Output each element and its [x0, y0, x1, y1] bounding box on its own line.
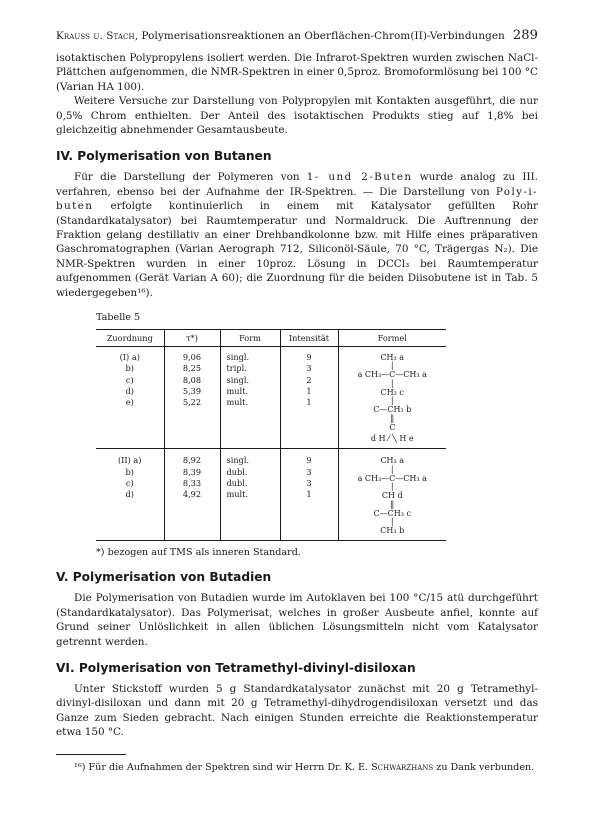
section-6-heading: VI. Polymerisation von Tetramethyl-divinyl-disiloxan [56, 660, 416, 675]
page [56, 28, 538, 774]
cell-value: 9 [306, 455, 312, 466]
table-5 [96, 312, 446, 558]
cell-value: singl. [226, 352, 250, 363]
formula-line: CH₃ a [380, 456, 405, 466]
nmr-table [96, 329, 446, 541]
cell-value: dubl. [226, 477, 248, 488]
cell-value: 3 [306, 477, 312, 488]
formula-line: ‖ [390, 499, 395, 509]
cell-value: 4,92 [182, 488, 202, 499]
cell-value: 1 [306, 396, 312, 407]
page-number: 289 [512, 28, 538, 43]
paragraph-weitere-versuche: Weitere Versuche zur Darstellung von Polypropylen mit Kontakten ausgeführt, die nur 0,5% Chrom enthielten. Der Anteil des isotaktischen Produkts stieg auf 1,8% bei gleichzeitig abnehmender Gesamtausbeute. [56, 95, 538, 137]
th-intensitaet: Intensität [280, 330, 338, 347]
cell-value: (II) a) [117, 455, 142, 466]
formula-line: | [390, 517, 394, 527]
formula-line: | [390, 361, 394, 371]
formula-cell [338, 347, 446, 449]
formula-line: ‖ [390, 413, 395, 423]
formula-line: | [390, 395, 394, 405]
footnote-text-b: zu Dank verbunden. [433, 761, 535, 773]
cell-value: 8,25 [182, 363, 202, 374]
formula-line: C [389, 422, 396, 432]
cell-value: 8,33 [182, 477, 202, 488]
cell-value: 3 [306, 466, 312, 477]
section-5-heading: V. Polymerisation von Butadien [56, 570, 272, 585]
s4-text-c: erfolgte kontinuierlich in einem mit Katalysator gefüllten Rohr (Standardkatalysator) bei Raumtemperatur und Normaldruck. Die Auftrennung der Fraktion gelang destillativ an einer Drehbandkolonne bzw. mit Hilfe eines präparativen Gaschromatographen (Varian Aerograph 712, Siliconöl-Säule, 70 °C, Trägergas N₂). Die NMR-Spektren wurden in einer 10proz. Lösung in DCCl₃ bei Raumtemperatur aufgenommen (Gerät Varian A 60); die Zuordnung für die beiden Diisobutene ist in Tab. 5 wiedergegeben¹⁶). [56, 200, 538, 299]
cell-value: c) [125, 477, 134, 488]
cell-value: 3 [306, 363, 312, 374]
formula-line: | [390, 464, 394, 474]
cell-value: 1 [306, 385, 312, 396]
tau-cell [164, 347, 220, 449]
cell-value: b) [125, 363, 134, 374]
cell-value: e) [125, 396, 134, 407]
section-4-paragraph [56, 170, 538, 300]
formula-line: | [390, 481, 394, 491]
formula-line: d H ⁄ ╲ H e [370, 434, 414, 444]
th-form: Form [220, 330, 280, 347]
cell-value: tripl. [226, 363, 247, 374]
th-zuordnung: Zuordnung [96, 330, 164, 347]
cell-value: 2 [306, 374, 312, 385]
form-cell [220, 449, 280, 541]
form-cell [220, 347, 280, 449]
s4-text-a: Für die Darstellung der Polymeren von [74, 171, 307, 184]
formula-line: CH₃ b [380, 526, 405, 536]
cell-value: 8,08 [182, 374, 202, 385]
paragraph-intro: isotaktischen Polypropylens isoliert werden. Die Infrarot-Spektren wurden zwischen NaCl-Plättchen aufgenommen, die NMR-Spektren in einer 0,5proz. Bromoformlösung bei 100 °C (Varian HA 100). [56, 52, 538, 93]
footnote-text-a: ¹⁶) Für die Aufnahmen der Spektren sind wir Herrn Dr. K. E. [74, 761, 372, 773]
cell-value: 8,39 [182, 466, 202, 477]
cell-value: 9 [306, 352, 312, 363]
zuordnung-cell [96, 347, 164, 449]
s4-spaced-polyibuten: Poly-i-buten [56, 185, 538, 213]
s4-text-b: wurde analog zu III. verfahren, ebenso bei der Aufnahme der IR-Spektren. — Die Darstellung von [56, 171, 538, 198]
cell-value: d) [125, 385, 134, 396]
cell-value: 8,92 [182, 455, 202, 466]
s4-spaced-buten: 1- und 2-Buten [306, 171, 413, 184]
cell-value: mult. [226, 385, 249, 396]
cell-value: singl. [226, 374, 250, 385]
cell-value: 1 [306, 488, 312, 499]
footnote-divider [56, 754, 126, 755]
table-caption: Tabelle 5 [96, 312, 141, 324]
header-title [56, 30, 505, 42]
header-article-title: , Polymerisationsreaktionen an Oberflächen-Chrom(II)-Verbindungen [134, 30, 505, 42]
cell-value: mult. [226, 396, 249, 407]
formula-line: CH₃ a [380, 353, 405, 363]
table-row [96, 347, 446, 449]
table-header-row [96, 330, 446, 347]
intensitaet-cell [280, 449, 338, 541]
tau-cell [164, 449, 220, 541]
footnote-16 [56, 761, 538, 774]
cell-value: singl. [226, 455, 250, 466]
cell-value: d) [125, 488, 134, 499]
zuordnung-cell [96, 449, 164, 541]
th-formel: Formel [338, 330, 446, 347]
cell-value: dubl. [226, 466, 248, 477]
table-footnote: *) bezogen auf TMS als inneren Standard. [96, 547, 301, 559]
cell-value: 5,39 [182, 385, 202, 396]
table-row [96, 449, 446, 541]
footnote-name: Schwarzhans [371, 761, 434, 773]
cell-value: 9,06 [182, 352, 202, 363]
running-header [56, 28, 538, 43]
formula-line: | [390, 378, 394, 388]
intensitaet-cell [280, 347, 338, 449]
cell-value: mult. [226, 488, 249, 499]
formula-line: a CH₃—C—CH₃ a [357, 473, 427, 483]
formula-line: CH d [381, 490, 403, 500]
header-authors: Krauss u. Stach [56, 30, 135, 42]
formula-line: CH₂ c [380, 387, 404, 397]
cell-value: b) [125, 466, 134, 477]
section-4-heading: IV. Polymerisation von Butanen [56, 149, 272, 164]
cell-value: c) [125, 374, 134, 385]
formula-line: C—CH₃ b [373, 404, 412, 414]
cell-value: (I) a) [119, 352, 140, 363]
th-tau: τ*) [164, 330, 220, 347]
formula-cell [338, 449, 446, 541]
formula-line: a CH₃—C—CH₃ a [357, 370, 427, 380]
section-5-paragraph: Die Polymerisation von Butadien wurde im Autoklaven bei 100 °C/15 atü durchgeführt (Standardkatalysator). Das Polymerisat, welches in großer Ausbeute anfiel, konnte auf Grund seiner Unlöslichkeit in allen üblichen Lösungsmitteln nicht vom Katalysator getrennt werden. [56, 592, 538, 648]
section-6-paragraph: Unter Stickstoff wurden 5 g Standardkatalysator zunächst mit 20 g Tetramethyl-divinyl-disiloxan und dann mit 20 g Tetramethyl-dihydrogendisiloxan versetzt und das Ganze zum Sieden gebracht. Nach einigen Stunden erreichte die Reaktionstemperatur etwa 150 °C. [56, 682, 538, 739]
formula-line: C—CH₃ c [373, 508, 411, 518]
cell-value: 5,22 [182, 396, 202, 407]
